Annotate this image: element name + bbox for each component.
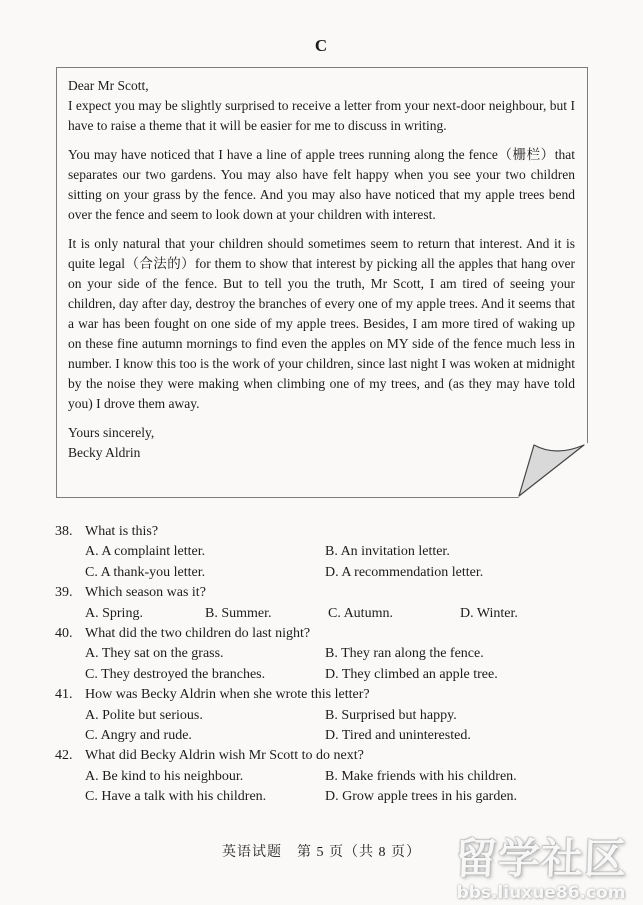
question-options bbox=[85, 644, 598, 685]
option-d: D. They climbed an apple tree. bbox=[325, 666, 498, 682]
question-39 bbox=[55, 583, 598, 624]
letter-box bbox=[56, 67, 588, 498]
question-41 bbox=[55, 685, 598, 746]
option-b: B. Summer. bbox=[205, 605, 272, 621]
watermark-logo: 留学社区 bbox=[454, 834, 628, 883]
section-label: C bbox=[314, 36, 329, 55]
option-d: D. Tired and uninterested. bbox=[325, 728, 471, 744]
letter-closing: Yours sincerely, bbox=[68, 425, 155, 440]
option-d: D. Grow apple trees in his garden. bbox=[325, 789, 518, 805]
option-c: C. Angry and rude. bbox=[85, 728, 192, 744]
page-footer: 英语试题 第 5 页（共 8 页） bbox=[222, 845, 421, 860]
option-d: D. Winter. bbox=[460, 605, 518, 621]
question-text: Which season was it? bbox=[85, 585, 206, 601]
watermark-url: bbs.liuxue86.com bbox=[456, 883, 626, 903]
option-c: C. Autumn. bbox=[328, 605, 393, 621]
option-c: C. A thank-you letter. bbox=[85, 564, 206, 580]
letter-signature: Becky Aldrin bbox=[68, 445, 141, 460]
option-a: A. They sat on the grass. bbox=[85, 646, 224, 662]
option-b: B. They ran along the fence. bbox=[325, 646, 484, 662]
question-options bbox=[85, 706, 598, 747]
option-c: C. Have a talk with his children. bbox=[85, 789, 267, 805]
option-a: A. A complaint letter. bbox=[85, 544, 206, 560]
question-list bbox=[55, 522, 598, 808]
option-c: C. They destroyed the branches. bbox=[85, 666, 266, 682]
letter-salutation: Dear Mr Scott, bbox=[68, 78, 149, 93]
question-number: 42. bbox=[55, 748, 73, 764]
question-38 bbox=[55, 522, 598, 583]
question-text: What did the two children do last night? bbox=[85, 626, 311, 642]
letter-paragraph-1: I expect you may be slightly surprised to receive a letter from your next-door neighbour, but I have to raise a theme that it will be easier for me to discuss in writing. bbox=[68, 98, 575, 133]
option-a: A. Polite but serious. bbox=[85, 707, 203, 723]
option-b: B. Surprised but happy. bbox=[325, 707, 457, 723]
question-number: 39. bbox=[55, 585, 73, 601]
question-42 bbox=[55, 746, 598, 807]
question-text: What did Becky Aldrin wish Mr Scott to do next? bbox=[85, 748, 364, 764]
question-options bbox=[85, 542, 598, 583]
question-text: What is this? bbox=[85, 524, 159, 539]
question-40 bbox=[55, 624, 598, 685]
question-text: How was Becky Aldrin when she wrote this letter? bbox=[85, 687, 370, 703]
question-number: 41. bbox=[55, 687, 73, 703]
question-options bbox=[85, 767, 598, 808]
option-b: B. Make friends with his children. bbox=[325, 768, 517, 784]
question-number: 40. bbox=[55, 626, 73, 642]
option-a: A. Be kind to his neighbour. bbox=[85, 768, 244, 784]
letter-paragraph-2: You may have noticed that I have a line of apple trees running along the fence（栅栏）that separates our two gardens. You may also have felt happy when you see your two children sitting on your grass by the fence. And you may also have noticed that my apple trees bend over the fence and seem to look down at your children with interest. bbox=[68, 147, 575, 222]
page-curl-icon bbox=[498, 426, 588, 498]
question-options bbox=[85, 604, 598, 624]
option-d: D. A recommendation letter. bbox=[325, 564, 484, 580]
question-number: 38. bbox=[55, 524, 73, 539]
option-b: B. An invitation letter. bbox=[325, 544, 450, 560]
option-a: A. Spring. bbox=[85, 605, 143, 621]
letter-paragraph-3: It is only natural that your children should sometimes seem to return that interest. And it is quite legal（合法的）for them to show that interest by picking all the apples that hang over on your side of the fence. But to tell you the truth, Mr Scott, I am tired of seeing your children, day after day, destroy the branches of every one of my apple trees. And it seems that a war has been fought on one side of my apple trees. Besides, I am more tired of waking up on these fine autumn mornings to find even the apples on MY side of the fence much less in number. I know this too is the work of your children, since last night I was woken at midnight by the noise they were making when climbing one of my trees, and (as they may have told you) I drove them away. bbox=[68, 236, 575, 411]
